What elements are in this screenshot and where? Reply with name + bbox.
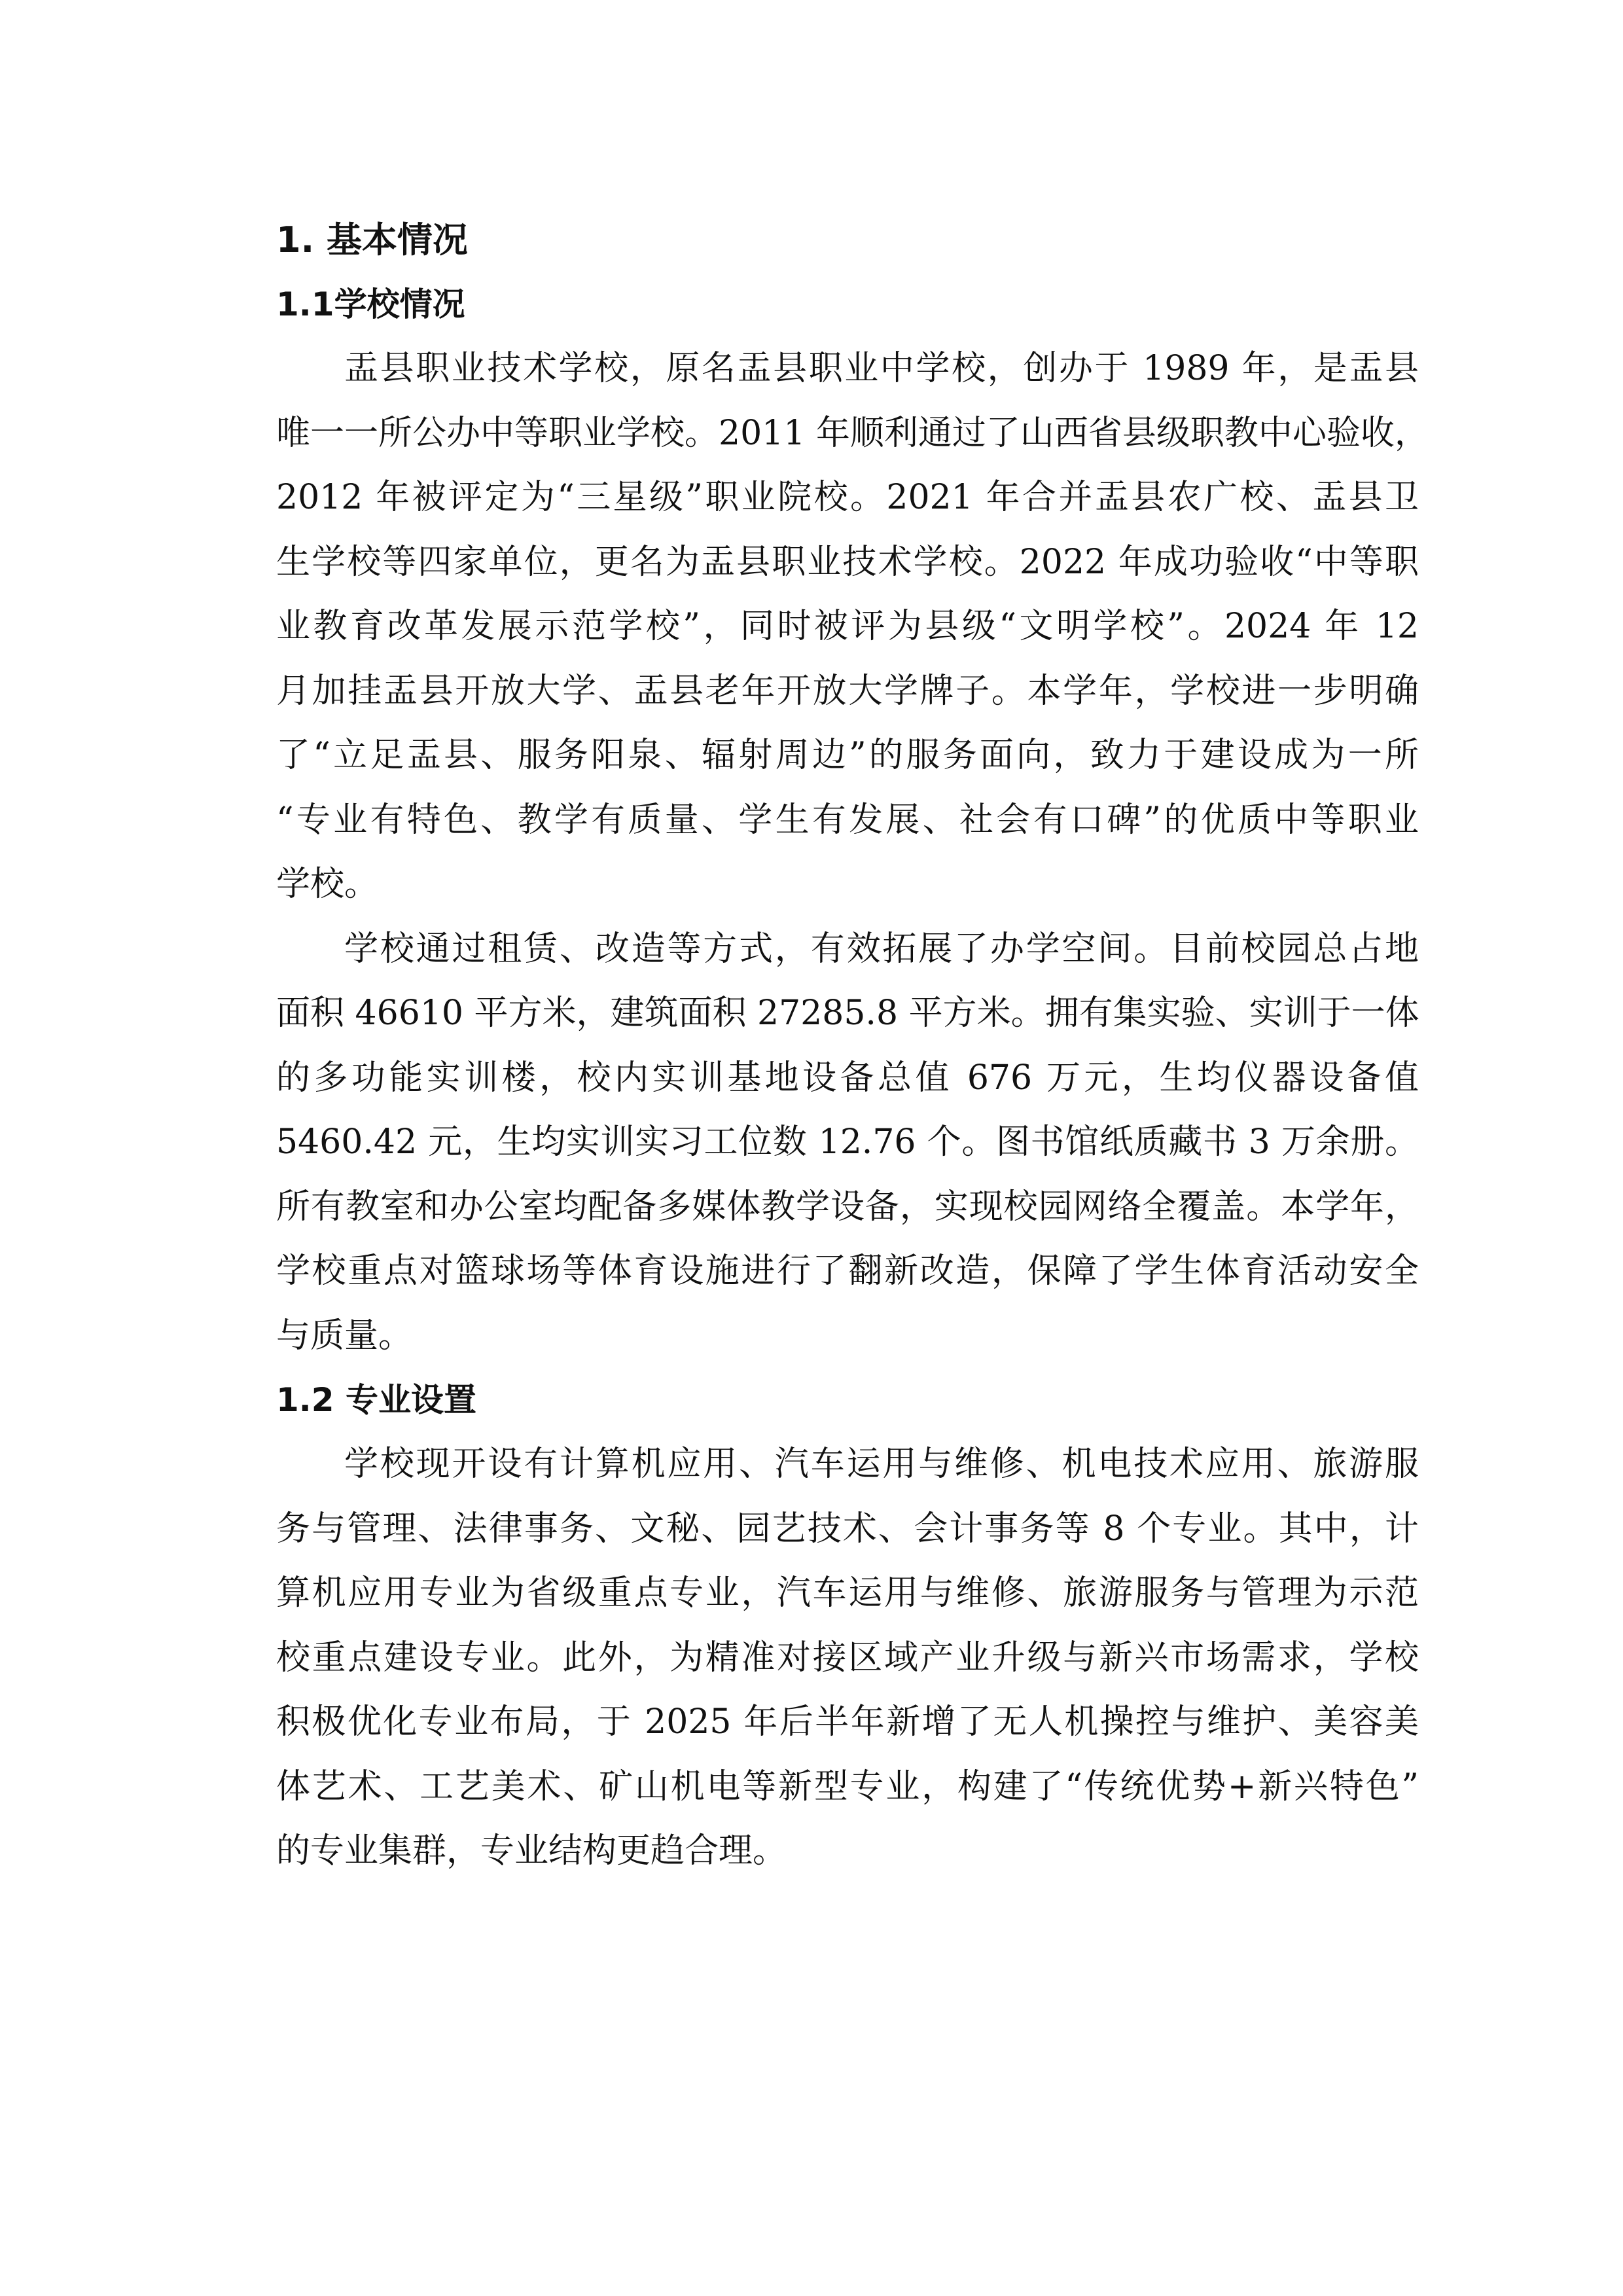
text-line: 与质量。 xyxy=(276,1316,413,1355)
text-line: 学校通过租赁、改造等方式，有效拓展了办学空间。目前校园总占地 xyxy=(344,929,1419,969)
text-line: 了“立足盂县、服务阳泉、辐射周边”的服务面向，致力于建设成为一所 xyxy=(276,736,1419,775)
paragraph-campus-facilities xyxy=(208,917,1419,1369)
subsection-heading-majors: 1.2 专业设置 xyxy=(276,1381,476,1419)
text-line: 的专业集群，专业结构更趋合理。 xyxy=(276,1831,787,1871)
text-line: 面积 46610 平方米，建筑面积 27285.8 平方米。拥有集实验、实训于一体 xyxy=(276,994,1419,1033)
text-line: 算机应用专业为省级重点专业，汽车运用与维修、旅游服务与管理为示范 xyxy=(276,1573,1419,1613)
section-heading-basic-info: 1. 基本情况 xyxy=(276,219,468,260)
subsection-heading-school-info: 1.1学校情况 xyxy=(276,285,465,323)
text-line: “专业有特色、教学有质量、学生有发展、社会有口碑”的优质中等职业 xyxy=(276,800,1419,840)
text-line: 校重点建设专业。此外，为精准对接区域产业升级与新兴市场需求，学校 xyxy=(276,1638,1419,1677)
text-line: 学校。 xyxy=(276,865,379,904)
text-line: 的多功能实训楼，校内实训基地设备总值 676 万元，生均仪器设备值 xyxy=(276,1058,1419,1098)
text-line: 唯一一所公办中等职业学校。2011 年顺利通过了山西省县级职教中心验收， xyxy=(276,413,1429,453)
paragraph-majors xyxy=(208,1432,1419,1884)
text-line: 业教育改革发展示范学校”，同时被评为县级“文明学校”。2024 年 12 xyxy=(276,607,1419,646)
text-line: 生学校等四家单位，更名为盂县职业技术学校。2022 年成功验收“中等职 xyxy=(276,542,1419,582)
text-line: 体艺术、工艺美术、矿山机电等新型专业，构建了“传统优势+新兴特色” xyxy=(276,1767,1419,1806)
text-line: 月加挂盂县开放大学、盂县老年开放大学牌子。本学年，学校进一步明确 xyxy=(276,671,1419,711)
text-line: 学校重点对篮球场等体育设施进行了翻新改造，保障了学生体育活动安全 xyxy=(276,1251,1419,1291)
text-line: 学校现开设有计算机应用、汽车运用与维修、机电技术应用、旅游服 xyxy=(344,1444,1419,1484)
paragraph-school-history xyxy=(208,336,1429,917)
text-line: 务与管理、法律事务、文秘、园艺技术、会计事务等 8 个专业。其中，计 xyxy=(276,1509,1419,1549)
text-line: 2012 年被评定为“三星级”职业院校。2021 年合并盂县农广校、盂县卫 xyxy=(276,478,1419,517)
text-line: 盂县职业技术学校，原名盂县职业中学校，创办于 1989 年，是盂县 xyxy=(344,349,1419,388)
text-line: 所有教室和办公室均配备多媒体教学设备，实现校园网络全覆盖。本学年， xyxy=(276,1187,1419,1227)
text-line: 积极优化专业布局，于 2025 年后半年新增了无人机操控与维护、美容美 xyxy=(276,1702,1419,1742)
text-line: 5460.42 元，生均实训实习工位数 12.76 个。图书馆纸质藏书 3 万余册。 xyxy=(276,1122,1419,1162)
document-body xyxy=(208,208,1429,1884)
